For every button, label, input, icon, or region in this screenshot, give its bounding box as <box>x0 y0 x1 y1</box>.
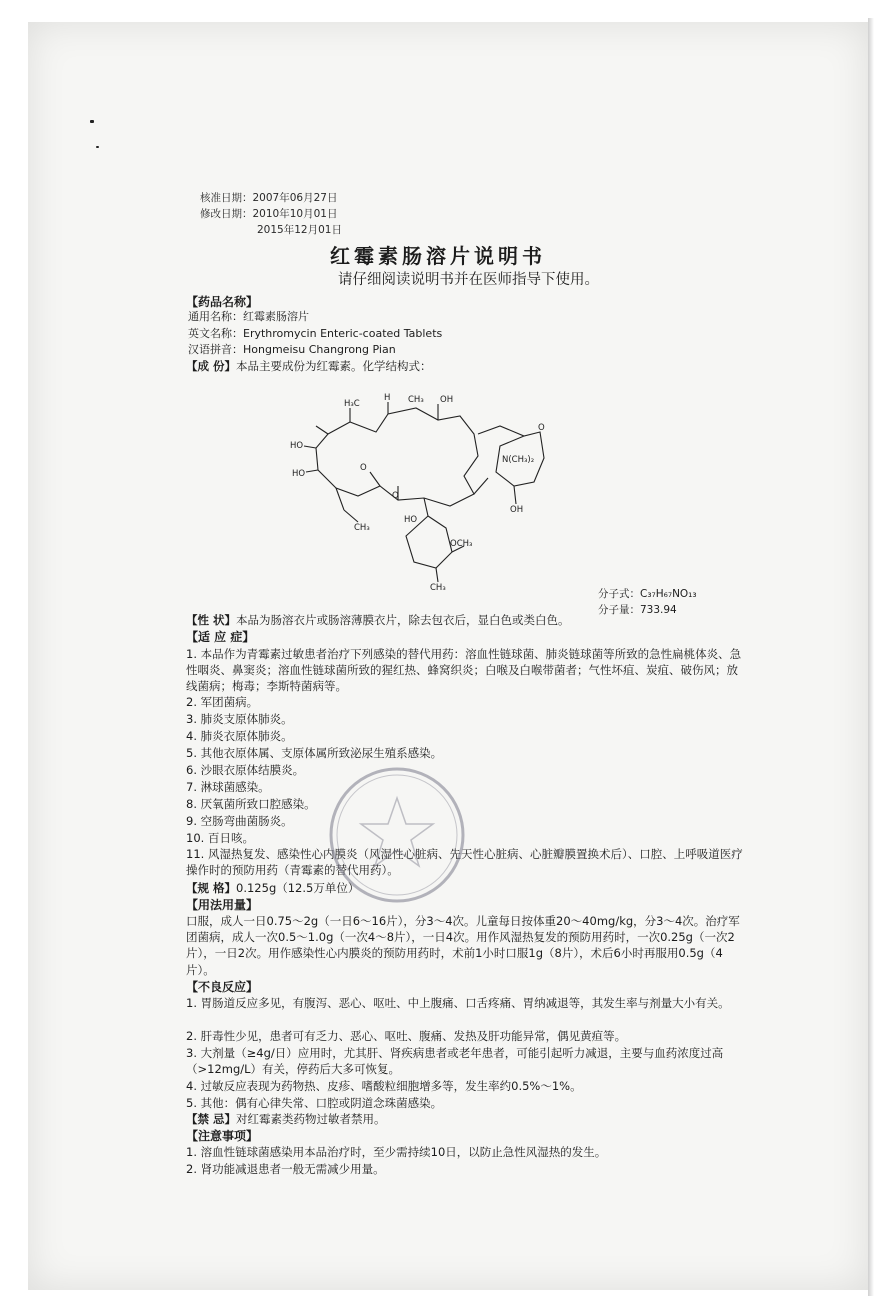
precaution-item: 2. 肾功能减退患者一般无需减少用量。 <box>186 1162 385 1176</box>
pinyin-name: 汉语拼音：Hongmeisu Changrong Pian <box>188 343 396 356</box>
indication-item: 6. 沙眼衣原体结膜炎。 <box>186 763 305 777</box>
indication-item: 1. 本品作为青霉素过敏患者治疗下列感染的替代用药：溶血性链球菌、肺炎链球菌等所致的急性扁桃体炎、急性咽炎、鼻窦炎；溶血性链球菌所致的猩红热、蜂窝织炎；白喉及白喉带菌者；气性坏疽、炭疽、破伤风；放线菌病；梅毒；李斯特菌病等。 <box>186 647 742 694</box>
structure-label: O <box>392 491 399 501</box>
specification-label: 【规 格】 <box>186 881 237 895</box>
contraindications-line <box>186 1111 386 1127</box>
indication-item: 9. 空肠弯曲菌肠炎。 <box>186 814 293 828</box>
structure-label: CH₃ <box>430 583 446 593</box>
structure-label: CH₃ <box>354 523 370 533</box>
contraindications-label: 【禁 忌】 <box>186 1112 237 1126</box>
formula-value: C₃₇H₆₇NO₁₃ <box>640 588 697 600</box>
structure-label: N(CH₃)₂ <box>502 455 535 465</box>
indication-item: 5. 其他衣原体属、支原体属所致泌尿生殖系感染。 <box>186 746 443 760</box>
structure-label: O <box>538 423 545 433</box>
specification-line <box>186 880 359 896</box>
adverse-item: 4. 过敏反应表现为药物热、皮疹、嗜酸粒细胞增多等，发生率约0.5%～1%。 <box>186 1079 582 1093</box>
precaution-item: 1. 溶血性链球菌感染用本品治疗时，至少需持续10日，以防止急性风湿热的发生。 <box>186 1145 607 1159</box>
properties-label: 【性 状】 <box>186 613 237 627</box>
molecular-formula <box>598 586 697 602</box>
structure-label: O <box>360 463 367 473</box>
adverse-item: 2. 肝毒性少见，患者可有乏力、恶心、呕吐、腹痛、发热及肝功能异常，偶见黄疸等。 <box>186 1029 627 1043</box>
structure-label: H <box>384 393 391 403</box>
english-name: 英文名称：Erythromycin Enteric-coated Tablets <box>188 327 443 340</box>
structure-label: HO <box>290 441 304 451</box>
molecular-weight <box>598 602 677 618</box>
structure-label: OCH₃ <box>450 539 473 549</box>
contraindications-text: 对红霉素类药物过敏者禁用。 <box>236 1112 386 1126</box>
dosage-heading: 【用法用量】 <box>186 898 259 912</box>
structure-label: OH <box>510 505 524 515</box>
precautions-heading: 【注意事项】 <box>186 1129 259 1143</box>
structure-label: H₃C <box>344 399 360 409</box>
page-edge-shadow <box>868 18 874 1296</box>
formula-label: 分子式： <box>598 588 640 600</box>
drug-name-heading: 【药品名称】 <box>186 295 259 309</box>
structure-label: HO <box>292 469 306 479</box>
adverse-item: 1. 胃肠道反应多见，有腹泻、恶心、呕吐、中上腹痛、口舌疼痛、胃纳减退等，其发生率与剂量大小有关。 <box>186 996 730 1010</box>
indication-item: 3. 肺炎支原体肺炎。 <box>186 712 293 726</box>
specification-text: 0.125g（12.5万单位） <box>236 881 360 895</box>
modify-date-2: 2015年12月01日 <box>257 224 342 236</box>
structure-label: CH₃ <box>408 395 424 405</box>
erythromycin-structure-diagram <box>288 386 568 596</box>
indication-item: 10. 百日咳。 <box>186 831 254 845</box>
indication-item: 2. 军团菌病。 <box>186 695 259 709</box>
modify-date: 修改日期：2010年10月01日 <box>200 208 338 220</box>
indication-item: 8. 厌氧菌所致口腔感染。 <box>186 797 316 811</box>
indication-item: 7. 淋球菌感染。 <box>186 780 270 794</box>
properties-line <box>186 612 570 628</box>
adverse-item: 5. 其他：偶有心律失常、口腔或阴道念珠菌感染。 <box>186 1096 443 1110</box>
scan-speck <box>96 146 99 148</box>
structure-label: HO <box>404 515 418 525</box>
weight-value: 733.94 <box>640 604 677 616</box>
weight-label: 分子量： <box>598 604 640 616</box>
generic-name: 通用名称：红霉素肠溶片 <box>188 310 309 323</box>
document-subtitle: 请仔细阅读说明书并在医师指导下使用。 <box>338 272 599 288</box>
indications-heading: 【适 应 症】 <box>186 630 255 644</box>
composition-line <box>186 358 432 374</box>
indication-item: 4. 肺炎衣原体肺炎。 <box>186 729 293 743</box>
properties-text: 本品为肠溶衣片或肠溶薄膜衣片，除去包衣后，显白色或类白色。 <box>236 613 570 627</box>
document-title: 红霉素肠溶片说明书 <box>330 244 546 268</box>
composition-label: 【成 份】 <box>186 359 237 373</box>
structure-label: OH <box>440 395 454 405</box>
adverse-heading: 【不良反应】 <box>186 980 259 994</box>
scan-speck <box>90 120 94 123</box>
approve-date: 核准日期：2007年06月27日 <box>200 192 338 204</box>
adverse-item: 3. 大剂量（≥4g/日）应用时，尤其肝、肾疾病患者或老年患者，可能引起听力减退，主要与血药浓度过高（>12mg/L）有关，停药后大多可恢复。 <box>186 1046 724 1077</box>
composition-text: 本品主要成份为红霉素。化学结构式： <box>236 359 432 373</box>
dosage-text: 口服，成人一日0.75～2g（一日6～16片），分3～4次。儿童每日按体重20～40mg/kg，分3～4次。治疗军团菌病，成人一次0.5～1.0g（一次4～8片），一日4次。用作风湿热复发的预防用药时，一次0.25g（一次2片），一日2次。用作感染性心内膜炎的预防用药时，术前1小时口服1g（8片），术后6小时再服用0.5g（4片）。 <box>186 914 740 977</box>
indication-item: 11. 风湿热复发、感染性心内膜炎（风湿性心脏病、先天性心脏病、心脏瓣膜置换术后）、口腔、上呼吸道医疗操作时的预防用药（青霉素的替代用药）。 <box>186 847 743 878</box>
